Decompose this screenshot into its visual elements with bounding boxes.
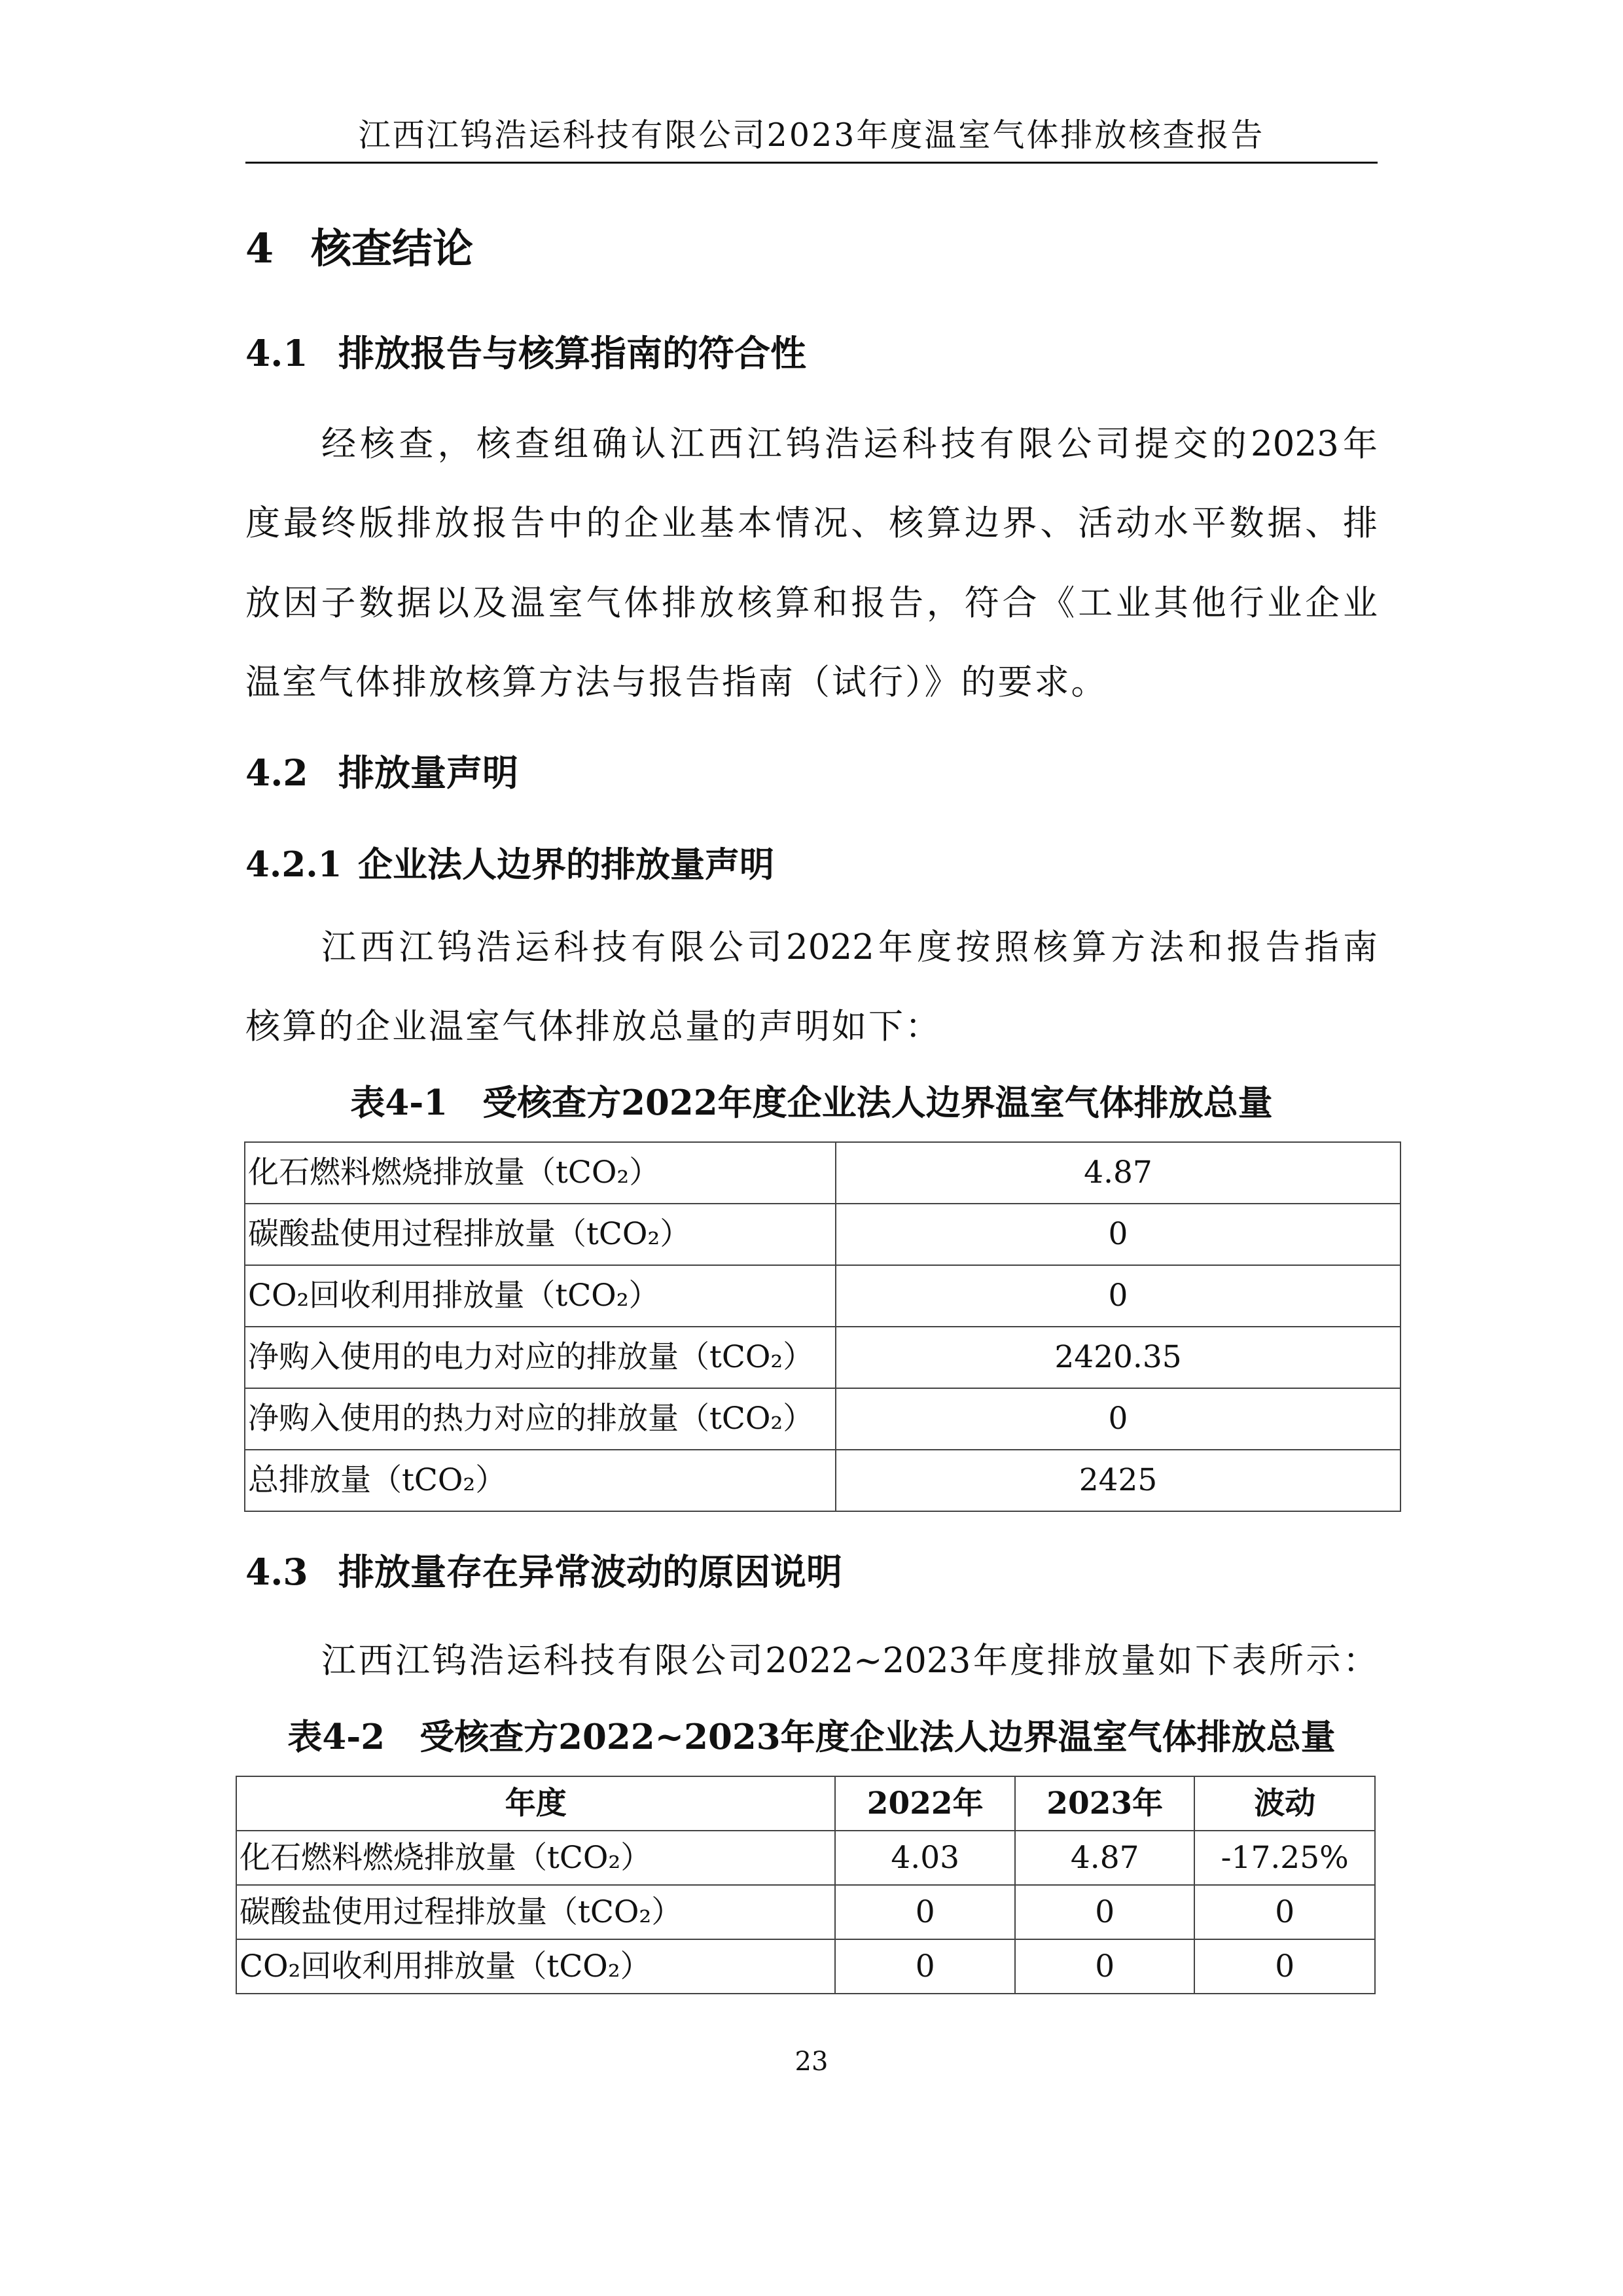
table-row: [236, 1885, 1375, 1939]
header-rule: [245, 162, 1378, 164]
table-header-cell: 2022年: [835, 1776, 1015, 1831]
table-cell: 2420.35: [836, 1327, 1400, 1388]
table-row: [245, 1142, 1400, 1204]
section-4-number: 4: [245, 224, 274, 272]
table-cell: 净购入使用的电力对应的排放量（tCO₂）: [245, 1327, 836, 1388]
table-cell: 碳酸盐使用过程排放量（tCO₂）: [236, 1885, 835, 1939]
table-cell: 净购入使用的热力对应的排放量（tCO₂）: [245, 1388, 836, 1450]
table-cell: 0: [1194, 1939, 1375, 1994]
paragraph-line: 江西江钨浩运科技有限公司2022~2023年度排放量如下表所示：: [321, 1641, 1378, 1681]
table-4-1-caption: 表4-1 受核查方2022年度企业法人边界温室气体排放总量: [350, 1083, 1273, 1123]
table-4-2: [236, 1776, 1376, 1994]
table-header-cell: 2023年: [1015, 1776, 1195, 1831]
section-4-1-heading: [245, 329, 806, 378]
table-cell: 0: [1015, 1939, 1195, 1994]
table-cell: 化石燃料燃烧排放量（tCO₂）: [236, 1831, 835, 1885]
table-cell: 2425: [836, 1450, 1400, 1511]
section-4-2-1-heading: [245, 841, 774, 888]
section-4-2-heading: [245, 748, 518, 798]
paragraph-line: 度最终版排放报告中的企业基本情况、核算边界、活动水平数据、排: [245, 503, 1378, 543]
table-cell: 化石燃料燃烧排放量（tCO₂）: [245, 1142, 836, 1204]
paragraph-line: 经核查，核查组确认江西江钨浩运科技有限公司提交的2023年: [321, 424, 1378, 464]
table-cell: CO₂回收利用排放量（tCO₂）: [236, 1939, 835, 1994]
section-4-2-1-number: 4.2.1: [245, 844, 342, 885]
table-cell: 0: [1194, 1885, 1375, 1939]
table-cell: 4.87: [1015, 1831, 1195, 1885]
paragraph-line: 温室气体排放核算方法与报告指南（试行）》的要求。: [245, 662, 1108, 702]
running-header: 江西江钨浩运科技有限公司2023年度温室气体排放核查报告: [358, 117, 1265, 154]
table-cell: 0: [835, 1885, 1015, 1939]
table-row: [245, 1388, 1400, 1450]
table-row: [245, 1450, 1400, 1511]
table-cell: 0: [835, 1939, 1015, 1994]
table-cell: -17.25%: [1194, 1831, 1375, 1885]
table-cell: 4.03: [835, 1831, 1015, 1885]
section-4-1-title: 排放报告与核算指南的符合性: [338, 332, 807, 374]
table-row: [245, 1327, 1400, 1388]
table-row: [236, 1831, 1375, 1885]
table-4-2-caption: 表4-2 受核查方2022~2023年度企业法人边界温室气体排放总量: [287, 1717, 1336, 1757]
section-4-1-number: 4.1: [245, 332, 308, 374]
table-header-cell: 年度: [236, 1776, 835, 1831]
section-4-heading: [245, 221, 473, 277]
section-4-2-title: 排放量声明: [338, 751, 519, 794]
table-row: [245, 1265, 1400, 1327]
table-cell: 碳酸盐使用过程排放量（tCO₂）: [245, 1204, 836, 1265]
section-4-title: 核查结论: [311, 224, 474, 272]
section-4-3-title: 排放量存在异常波动的原因说明: [338, 1551, 843, 1593]
section-4-2-number: 4.2: [245, 751, 308, 794]
paragraph-line: 放因子数据以及温室气体排放核算和报告，符合《工业其他行业企业: [245, 583, 1378, 623]
table-cell: 4.87: [836, 1142, 1400, 1204]
table-cell: CO₂回收利用排放量（tCO₂）: [245, 1265, 836, 1327]
table-4-1: [244, 1141, 1401, 1512]
table-row: [236, 1939, 1375, 1994]
paragraph-line: 江西江钨浩运科技有限公司2022年度按照核算方法和报告指南: [321, 927, 1378, 967]
table-cell: 0: [836, 1204, 1400, 1265]
page-number: 23: [794, 2047, 829, 2077]
table-cell: 0: [836, 1265, 1400, 1327]
table-header-row: [236, 1776, 1375, 1831]
table-row: [245, 1204, 1400, 1265]
section-4-3-number: 4.3: [245, 1551, 308, 1593]
paragraph-line: 核算的企业温室气体排放总量的声明如下：: [245, 1007, 942, 1047]
section-4-3-heading: [245, 1547, 842, 1597]
table-cell: 总排放量（tCO₂）: [245, 1450, 836, 1511]
section-4-2-1-title: 企业法人边界的排放量声明: [358, 844, 774, 885]
table-cell: 0: [1015, 1885, 1195, 1939]
table-header-cell: 波动: [1194, 1776, 1375, 1831]
table-cell: 0: [836, 1388, 1400, 1450]
